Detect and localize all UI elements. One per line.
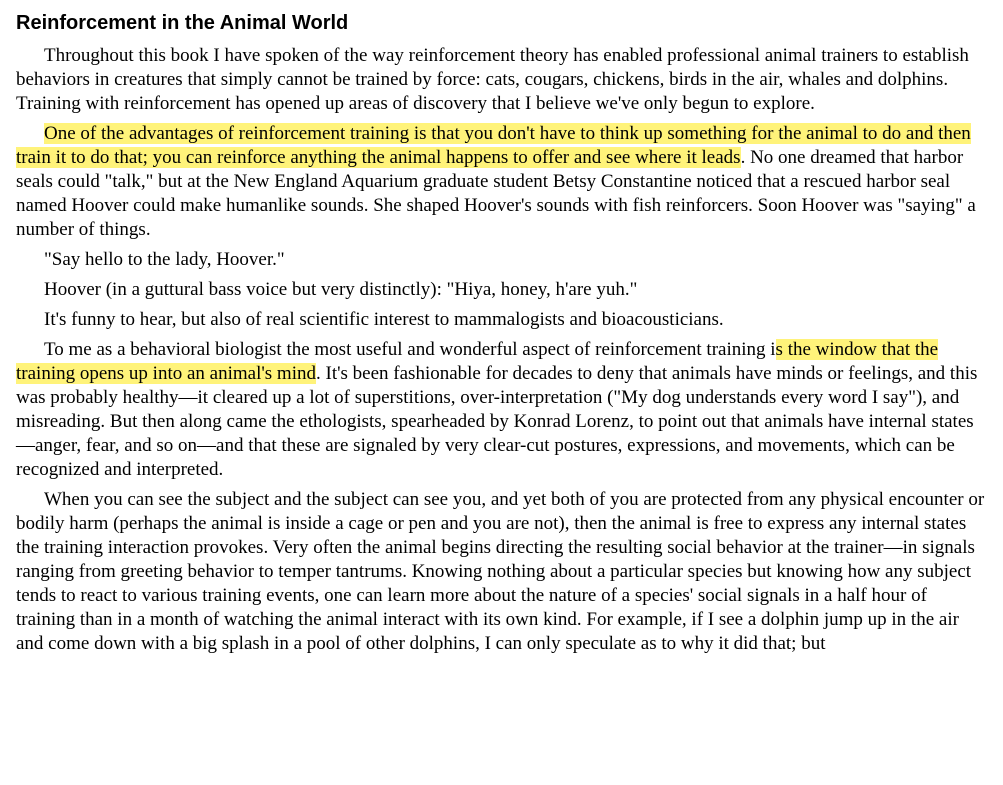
paragraph-3 <box>16 248 988 272</box>
section-heading: Reinforcement in the Animal World <box>16 12 349 34</box>
highlighted-text: s the window that the training opens up into an animal's mind <box>16 339 939 384</box>
paragraph-5 <box>16 308 988 332</box>
text-segment: . It's been fashionable for decades to deny that animals have minds or feelings, and this was probably healthy—it cleared up a lot of superstitions, over-interpretation ("My dog understands every word I say"), and misreading. But then along came the ethologists, spearheaded by Konrad Lorenz, to point out that animals have internal states—anger, fear, and so on—and that these are signaled by very clear-cut postures, expressions, and movements, which can be recognized and interpreted. <box>16 363 978 480</box>
paragraph-7 <box>16 488 988 656</box>
text-segment: Hoover (in a guttural bass voice but very distinctly): "Hiya, honey, h'are yuh." <box>44 279 638 300</box>
paragraph-2 <box>16 122 988 242</box>
text-segment: It's funny to hear, but also of real scientific interest to mammalogists and bioacousticians. <box>44 309 724 330</box>
text-segment: . No one dreamed that harbor seals could "talk," but at the New England Aquarium graduate student Betsy Constantine noticed that a rescued harbor seal named Hoover could make humanlike sounds. She shaped Hoover's sounds with fish reinforcers. Soon Hoover was "saying" a number of things. <box>16 147 976 240</box>
paragraph-1 <box>16 44 988 116</box>
text-segment: "Say hello to the lady, Hoover." <box>44 249 285 270</box>
text-segment: When you can see the subject and the subject can see you, and yet both of you are protected from any physical encounter or bodily harm (perhaps the animal is inside a cage or pen and you are not), then the animal is free to express any internal states the training interaction provokes. Very often the animal begins directing the resulting social behavior at the trainer—in signals ranging from greeting behavior to temper tantrums. Knowing nothing about a particular species but knowing how any subject tends to react to various training events, one can learn more about the nature of a species' social signals in a half hour of training than in a month of watching the animal interact with its own kind. For example, if I see a dolphin jump up in the air and come down with a big splash in a pool of other dolphins, I can only speculate as to why it did that; but <box>16 489 985 654</box>
text-segment: Throughout this book I have spoken of the way reinforcement theory has enabled professional animal trainers to establish behaviors in creatures that simply cannot be trained by force: cats, cougars, chickens, birds in the air, whales and dolphins. Training with reinforcement has opened up areas of discovery that I believe we've only begun to explore. <box>16 45 969 114</box>
highlighted-text: One of the advantages of reinforcement training is that you don't have to think up something for the animal to do and then train it to do that; you can reinforce anything the animal happens to offer and see where it leads <box>16 123 971 168</box>
paragraph-6 <box>16 338 988 482</box>
text-segment: To me as a behavioral biologist the most useful and wonderful aspect of reinforcement training i <box>44 339 776 360</box>
document-page <box>16 10 988 662</box>
paragraph-4 <box>16 278 988 302</box>
